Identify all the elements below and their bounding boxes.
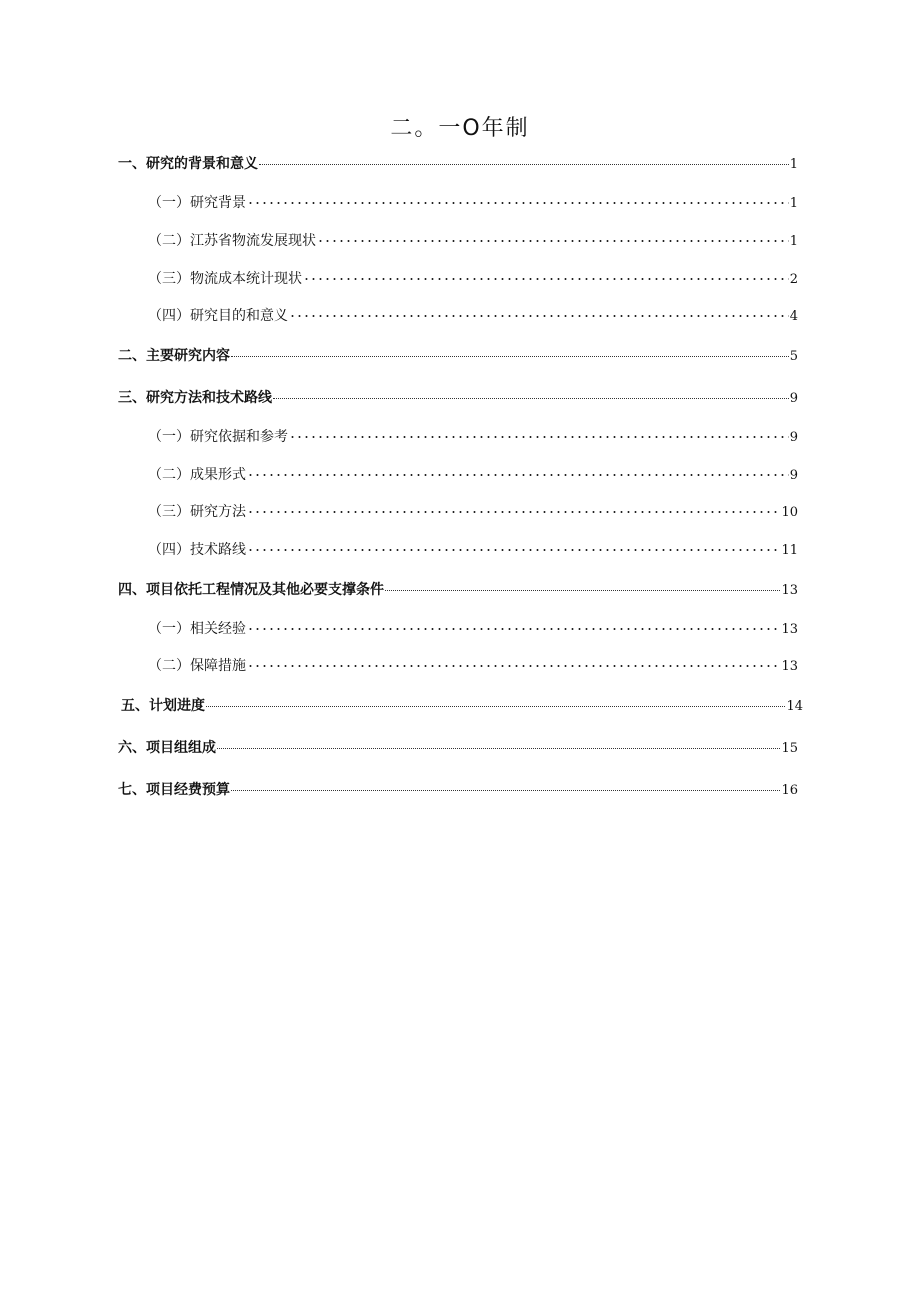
toc-dot-leader [317,229,789,243]
toc-entry-7[interactable] [118,779,798,799]
toc-entry-page-number: 1 [789,196,798,211]
toc-entry-page-number: 9 [789,391,798,406]
toc-entry-label: （一）相关经验 [148,621,246,637]
toc-entry-label: 二、主要研究内容 [118,348,230,364]
toc-entry-page-number: 1 [789,234,798,249]
toc-entry-page-number: 4 [789,309,798,324]
toc-entry-1-4[interactable] [148,305,798,325]
toc-entry-5[interactable] [121,695,803,715]
toc-dot-leader [247,500,780,514]
toc-dot-leader [303,267,789,281]
toc-entry-3-2[interactable] [148,464,798,484]
toc-entry-label: （三）物流成本统计现状 [148,271,302,287]
toc-entry-label: 四、项目依托工程情况及其他必要支撑条件 [118,582,384,598]
toc-dot-leader [289,304,789,318]
toc-entry-page-number: 5 [789,349,798,364]
toc-entry-label: 三、研究方法和技术路线 [118,390,272,406]
toc-entry-1-3[interactable] [148,268,798,288]
toc-dot-leader [247,463,789,477]
toc-entry-label: 六、项目组组成 [118,740,216,756]
toc-entry-3-4[interactable] [148,539,798,559]
toc-dot-leader [247,191,789,205]
toc-entry-4-1[interactable] [148,618,798,638]
toc-entry-page-number: 10 [781,505,798,520]
toc-entry-label: （一）研究背景 [148,195,246,211]
toc-entry-4-2[interactable] [148,655,798,675]
toc-entry-3-1[interactable] [148,426,798,446]
toc-entry-page-number: 13 [781,583,798,598]
toc-dot-leader [206,692,785,707]
toc-entry-page-number: 1 [789,157,798,172]
toc-dot-leader [247,654,780,668]
toc-entry-label: （二）江苏省物流发展现状 [148,233,316,249]
toc-entry-page-number: 13 [781,659,798,674]
toc-entry-page-number: 11 [781,543,798,558]
toc-dot-leader [231,342,789,357]
toc-entry-label: 一、研究的背景和意义 [118,156,258,172]
toc-entry-page-number: 13 [781,622,798,637]
toc-dot-leader [231,776,780,791]
toc-entry-1-2[interactable] [148,230,798,250]
toc-entry-page-number: 15 [781,741,798,756]
toc-entry-page-number: 9 [789,430,798,445]
page-title: 二。一O年制 [390,116,530,141]
toc-entry-label: （一）研究依据和参考 [148,429,288,445]
toc-entry-6[interactable] [118,737,798,757]
toc-dot-leader [247,617,780,631]
toc-entry-label: （四）研究目的和意义 [148,308,288,324]
toc-entry-label: 七、项目经费预算 [118,782,230,798]
toc-entry-3[interactable] [118,387,798,407]
toc-dot-leader [385,576,780,591]
toc-entry-page-number: 9 [789,468,798,483]
toc-entry-2[interactable] [118,345,798,365]
toc-dot-leader [217,734,780,749]
toc-entry-label: 五、计划进度 [121,698,205,714]
toc-entry-3-3[interactable] [148,501,798,521]
toc-entry-page-number: 14 [786,699,803,714]
toc-entry-label: （四）技术路线 [148,542,246,558]
toc-dot-leader [247,538,780,552]
toc-entry-1[interactable] [118,153,798,173]
toc-dot-leader [273,384,789,399]
toc-entry-4[interactable] [118,579,798,599]
toc-dot-leader [289,425,789,439]
toc-entry-label: （二）保障措施 [148,658,246,674]
toc-entry-page-number: 16 [781,783,798,798]
toc-entry-label: （三）研究方法 [148,504,246,520]
toc-dot-leader [259,150,789,165]
toc-entry-1-1[interactable] [148,192,798,212]
toc-entry-label: （二）成果形式 [148,467,246,483]
toc-entry-page-number: 2 [789,272,798,287]
